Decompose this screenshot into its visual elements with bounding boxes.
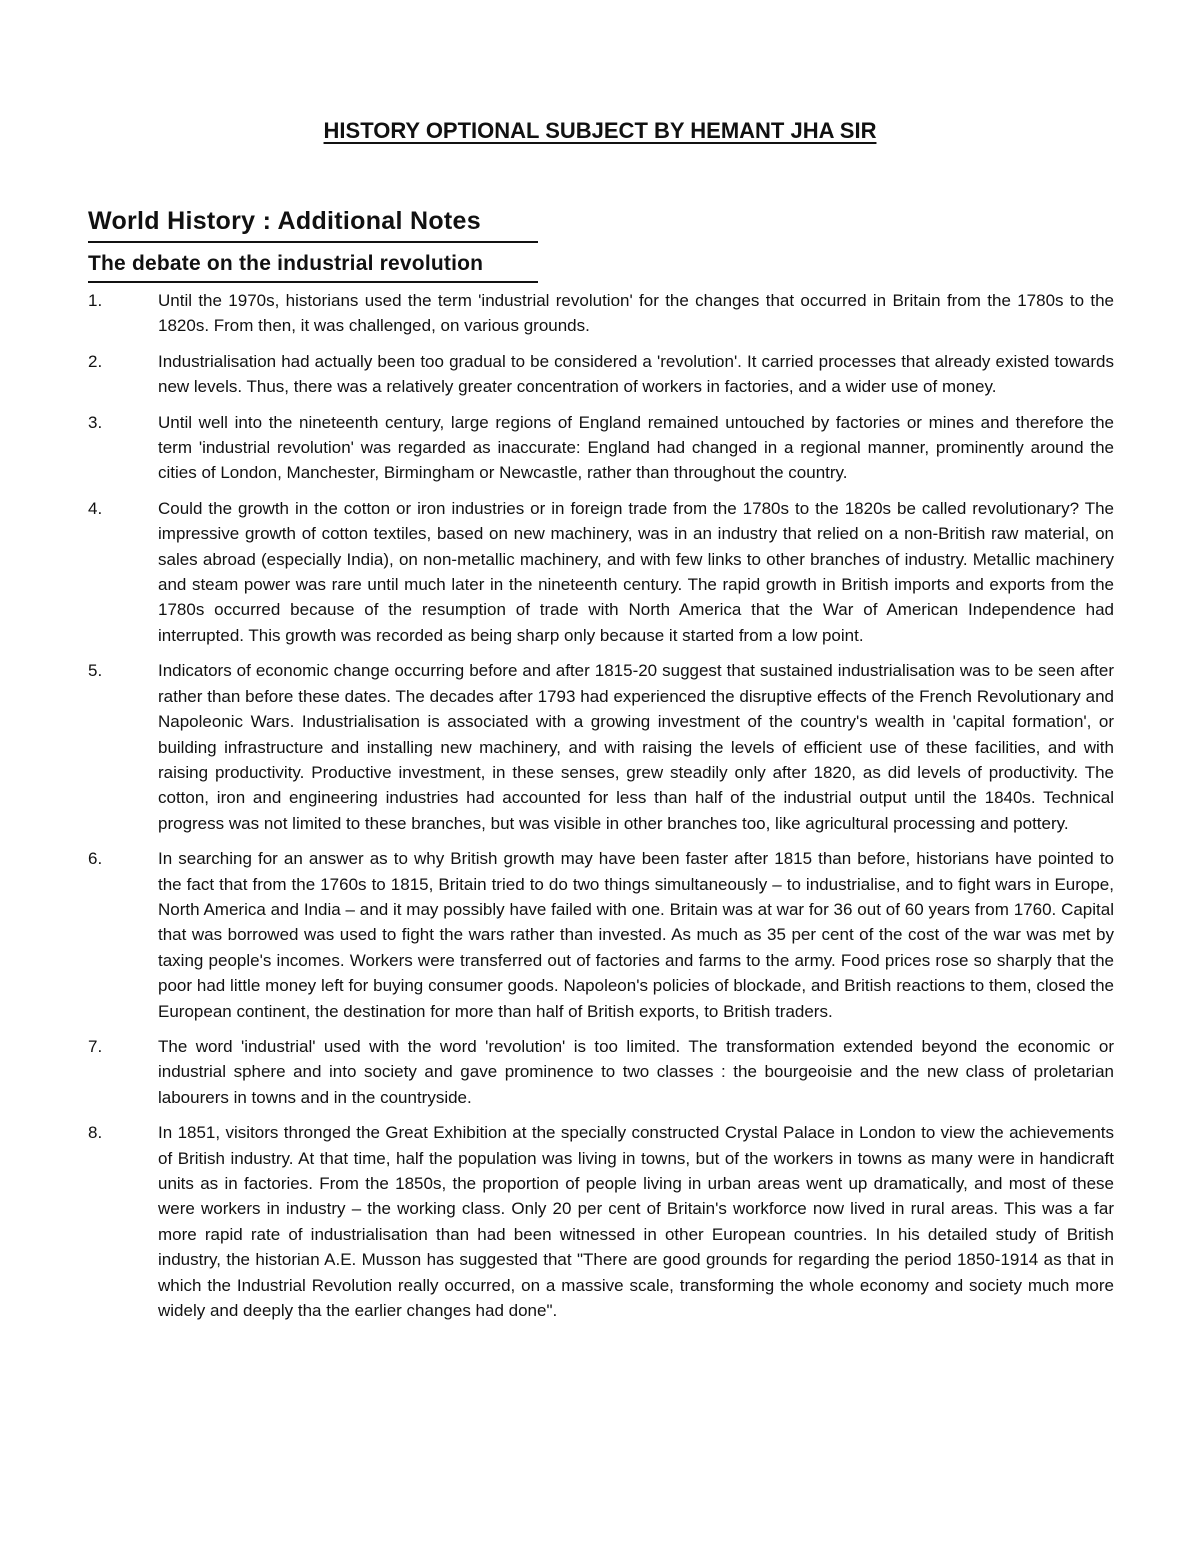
note-item-7 [88,1034,1114,1110]
note-item-6 [88,846,1114,1024]
note-number: 4. [88,498,103,518]
note-number: 2. [88,351,103,371]
note-item-5 [88,658,1114,836]
section-title: World History : Additional Notes [88,207,481,235]
note-number: 8. [88,1123,103,1143]
note-item-4 [88,496,1114,648]
note-number: 5. [88,661,103,681]
note-text: Industrialisation had actually been too gradual to be considered a 'revolution'. It carried processes that already existed towards new levels. Thus, there was a relatively greater concentration of workers in factories, and a wider use of money. [158,351,1114,397]
note-text: In searching for an answer as to why British growth may have been faster after 1815 than before, historians have pointed to the fact that from the 1760s to 1815, Britain tried to do two things simultaneously – to industrialise, and to fight wars in Europe, North America and India – and it may possibly have failed with one. Britain was at war for 36 out of 60 years from 1760. Capital that was borrowed was used to fight the wars rather than invested. As much as 35 per cent of the cost of the war was met by taxing people's incomes. Workers were transferred out of factories and farms to the army. Food prices rose so sharply that the poor had little money left for buying consumer goods. Napoleon's policies of blockade, and British reactions to them, closed the European continent, the destination for more than half of British exports, to British traders. [158,849,1114,1021]
note-text: Could the growth in the cotton or iron industries or in foreign trade from the 1780s to the 1820s be called revolutionary? The impressive growth of cotton textiles, based on new machinery, was in an industry that relied on a non-British raw material, on sales abroad (especially India), on non-metallic machinery, and with few links to other branches of industry. Metallic machinery and steam power was rare until much later in the nineteenth century. The rapid growth in British imports and exports from the 1780s occurred because of the resumption of trade with North America that the War of American Independence had interrupted. This growth was recorded as being sharp only because it started from a low point. [158,498,1114,645]
note-text: Indicators of economic change occurring before and after 1815-20 suggest that sustained industrialisation was to be seen after rather than before these dates. The decades after 1793 had experienced the disruptive effects of the French Revolutionary and Napoleonic Wars. Industrialisation is associated with a growing investment of the country's wealth in 'capital formation', or building infrastructure and installing new machinery, and with raising the levels of efficient use of these facilities, and with raising productivity. Productive investment, in these senses, grew steadily only after 1820, as did levels of productivity. The cotton, iron and engineering industries had accounted for less than half of the industrial output until the 1840s. Technical progress was not limited to these branches, but was visible in other branches too, like agricultural processing and pottery. [158,661,1114,833]
note-text: Until well into the nineteenth century, large regions of England remained untouched by factories or mines and therefore the term 'industrial revolution' was regarded as inaccurate: England had changed in a regional manner, prominently around the cities of London, Manchester, Birmingham or Newcastle, rather than throughout the country. [158,412,1114,483]
document-title-text: HISTORY OPTIONAL SUBJECT BY HEMANT JHA SIR [323,118,877,143]
section-subtitle-underline [88,281,538,283]
note-text: The word 'industrial' used with the word 'revolution' is too limited. The transformation extended beyond the economic or industrial sphere and into society and gave prominence to two classes : the bourgeoisie and the new class of proletarian labourers in towns and in the countryside. [158,1036,1114,1107]
section-title-underline [88,241,538,243]
note-text: Until the 1970s, historians used the term 'industrial revolution' for the changes that occurred in Britain from the 1780s to the 1820s. From then, it was challenged, on various grounds. [158,291,1114,336]
note-number: 7. [88,1036,103,1056]
note-number: 6. [88,849,103,869]
note-number: 1. [88,291,103,310]
note-item-3 [88,410,1114,486]
note-item-2 [88,349,1114,400]
section-subtitle: The debate on the industrial revolution [88,252,484,275]
note-number: 3. [88,412,103,432]
note-item-1 [88,288,1114,339]
notes-list [88,288,1114,1333]
document-title [0,117,1200,145]
note-text: In 1851, visitors thronged the Great Exhibition at the specially constructed Crystal Palace in London to view the achievements of British industry. At that time, half the population was living in towns, but of the workers in towns as many were in handicraft units as in factories. From the 1850s, the proportion of people living in urban areas went up dramatically, and most of these were workers in industry – the working class. Only 20 per cent of Britain's workforce now lived in rural areas. This was a far more rapid rate of industrialisation than had been witnessed in other European countries. In his detailed study of British industry, the historian A.E. Musson has suggested that "There are good grounds for regarding the period 1850-1914 as that in which the Industrial Revolution really occurred, on a massive scale, transforming the whole economy and society much more widely and deeply tha the earlier changes had done". [158,1123,1114,1321]
note-item-8 [88,1120,1114,1323]
